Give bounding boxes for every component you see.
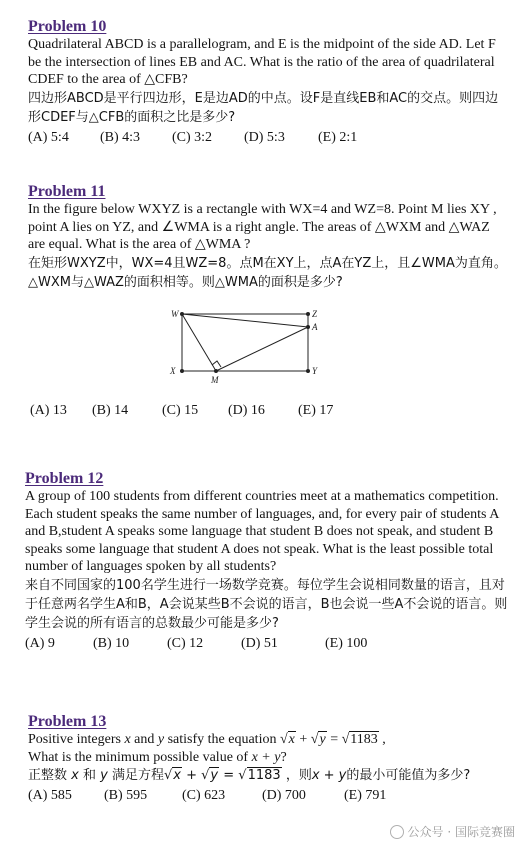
choice-a: (A) 585 — [28, 788, 72, 804]
label-x: X — [170, 366, 176, 376]
wechat-icon — [390, 825, 404, 839]
problem-english-text: Positive integers x and y satisfy the equation √x + √y = √1183 , — [28, 732, 386, 747]
problem-chinese-text: 来自不同国家的100名学生进行一场数学竞赛。每位学生会说相同数量的语言，且对于任意两名学生A和B，A会说某些B不会说的语言，B也会说一些A不会说的语言。则学生会说的所有语言的总数最少可能是多少? — [25, 577, 508, 631]
problem-english-text: In the figure below WXYZ is a rectangle with WX=4 and WZ=8. Point M lies XY , point A lies on YZ, and ∠WMA is a right angle. The areas of △WXM and △WAZ are equal. What is the area of △WMA ? — [28, 202, 497, 253]
problem-12 — [25, 469, 512, 653]
answer-choices — [30, 402, 333, 420]
label-a: A — [312, 322, 318, 332]
sqrt-x: √x — [279, 732, 295, 747]
answer-choices — [28, 787, 510, 805]
choice-d: (D) 51 — [241, 635, 278, 651]
problem-english-text-2: What is the minimum possible value of x + y? — [28, 749, 287, 765]
label-w: W — [171, 309, 179, 319]
point-m — [214, 369, 218, 373]
choice-b: (B) 4:3 — [100, 129, 141, 145]
problem-title: Problem 11 — [28, 183, 106, 200]
variable-y: y — [157, 732, 165, 747]
choice-e: (E) 2:1 — [318, 129, 358, 145]
choice-d: (D) 5:3 — [244, 129, 285, 145]
label-z: Z — [312, 309, 318, 319]
choice-a: (A) 9 — [25, 635, 55, 651]
point-x — [180, 369, 184, 373]
label-m: M — [211, 375, 219, 385]
problem-13 — [28, 712, 510, 805]
choice-e: (E) 100 — [325, 635, 368, 651]
choice-c: (C) 12 — [167, 635, 204, 651]
choice-e: (E) 791 — [344, 788, 387, 804]
watermark-text: 公众号 · 国际竞赛圈 — [407, 825, 515, 839]
point-w — [180, 312, 184, 316]
choice-a: (A) 5:4 — [28, 129, 69, 145]
problem-chinese-text: 四边形ABCD是平行四边形，E是边AD的中点。设F是直线EB和AC的交点。则四边形CDEF与△CFB的面积之比是多少? — [28, 90, 499, 125]
choice-d: (D) 700 — [262, 788, 306, 804]
segment-ma — [216, 327, 308, 371]
choice-c: (C) 3:2 — [172, 129, 213, 145]
choice-b: (B) 595 — [104, 788, 148, 804]
choice-b: (B) 10 — [93, 635, 130, 651]
watermark — [390, 823, 515, 840]
point-a — [306, 325, 310, 329]
point-z — [306, 312, 310, 316]
problem-title: Problem 10 — [28, 18, 107, 35]
label-y: Y — [312, 366, 318, 376]
rectangle-figure — [166, 308, 346, 388]
problem-10 — [28, 17, 510, 147]
problem-11 — [28, 182, 510, 418]
segment-wm — [182, 314, 216, 371]
problem-chinese-text: 正整数 x 和 y 满足方程√x + √y = √1183 ，则x + y的最小可能值为多少? — [28, 768, 471, 784]
problem-title: Problem 13 — [28, 713, 107, 730]
variable-x: x — [124, 732, 131, 747]
answer-choices — [25, 635, 512, 653]
answer-choices — [28, 129, 510, 147]
problem-english-text: Quadrilateral ABCD is a parallelogram, and E is the midpoint of the side AD. Let F be the intersection of lines EB and AC. What is the ratio of the area of quadrilateral CDEF to the area of △CFB? — [28, 37, 496, 88]
choice-b: (B) 14 — [92, 403, 129, 418]
choice-a: (A) 13 — [30, 403, 67, 418]
problem-title: Problem 12 — [25, 470, 104, 487]
choice-c: (C) 15 — [162, 403, 199, 418]
sqrt-1183: √1183 — [341, 732, 378, 747]
sqrt-y: √y — [310, 732, 326, 747]
problem-chinese-text: 在矩形WXYZ中，WX=4且WZ=8。点M在XY上，点A在YZ上，且∠WMA为直角。△WXM与△WAZ的面积相等。则△WMA的面积是多少? — [28, 255, 507, 290]
problem-english-text: A group of 100 students from different countries meet at a mathematics competition. Each student speaks the same number of languages, and, for every pair of students A and B,student A speaks some language that student B does not speak, and student B speaks some language that student A does not speak. What is the least possible total number of languages spoken by all students? — [25, 489, 499, 575]
segment-wa — [182, 314, 308, 327]
choice-e: (E) 17 — [298, 403, 334, 418]
point-y — [306, 369, 310, 373]
choice-d: (D) 16 — [228, 403, 265, 418]
choice-c: (C) 623 — [182, 788, 226, 804]
rectangle-wxyz — [182, 314, 308, 371]
